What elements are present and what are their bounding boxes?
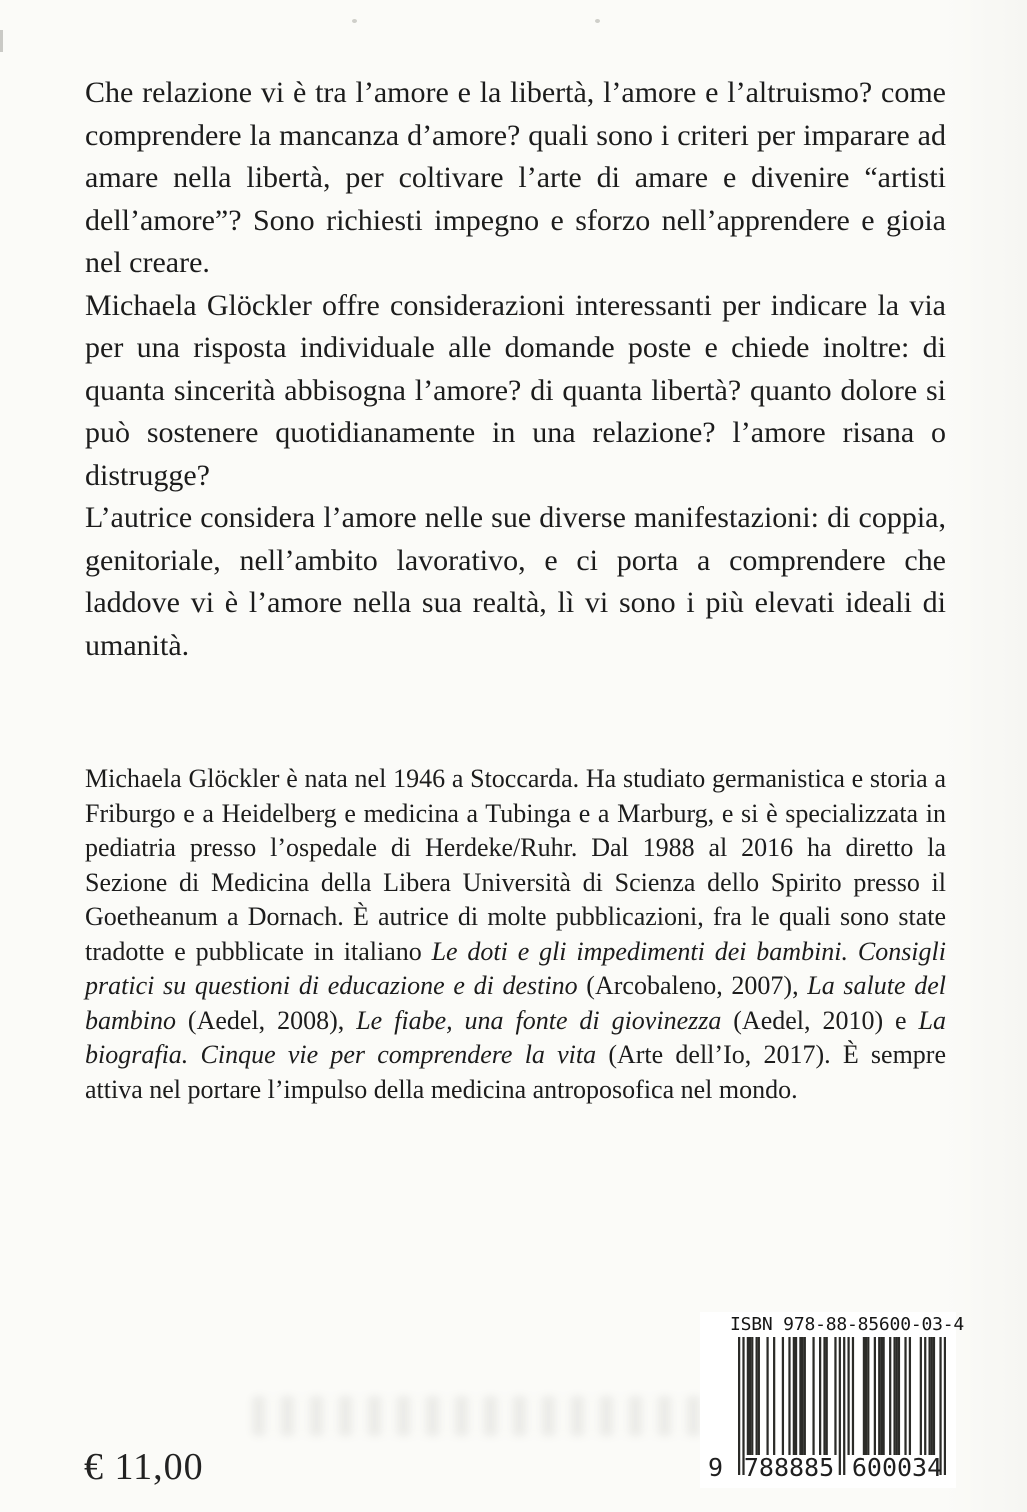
isbn-label: ISBN 978-88-85600-03-4 — [730, 1314, 965, 1335]
barcode-digit-group-right: 600034 — [851, 1453, 943, 1482]
scan-speck-artifact — [595, 19, 600, 23]
price-label: € 11,00 — [84, 1446, 204, 1488]
barcode-digit-first: 9 — [708, 1453, 724, 1482]
scan-speck-artifact — [352, 19, 357, 23]
scan-smudge-artifact — [252, 1396, 757, 1436]
blurb-paragraph-3: L’autrice considera l’amore nelle sue diverse manifestazioni: di coppia, genitoriale, nell’ambito lavorativo, e ci porta a comprendere che laddove vi è l’amore nella sua realtà, lì vi sono i più elevati ideali di umanità. — [85, 501, 946, 662]
blurb-paragraph-1: Che relazione vi è tra l’amore e la libertà, l’amore e l’altruismo? come comprendere la mancanza d’amore? quali sono i criteri per imparare ad amare nella libertà, per coltivare l’arte di amare e divenire “artisti dell’amore”? Sono richiesti impegno e sforzo nell’apprendere e gioia nel creare. — [85, 76, 946, 279]
barcode-digit-group-left: 788885 — [743, 1453, 835, 1482]
barcode-block — [700, 1312, 965, 1488]
barcode-digits — [708, 1453, 950, 1483]
scan-edge-artifact — [0, 30, 3, 52]
blurb-paragraph-2: Michaela Glöckler offre considerazioni interessanti per indicare la via per una risposta individuale alle domande poste e chiede inoltre: di quanta sincerità abbisogna l’amore? di quanta libertà? quanto dolore si può sostenere quotidianamente in una relazione? l’amore risana o distrugge? — [85, 288, 946, 492]
blurb-section — [85, 72, 946, 667]
author-bio: Michaela Glöckler è nata nel 1946 a Stoccarda. Ha studiato germanistica e storia a Friburgo e a Heidelberg e medicina a Tubinga e a Marburg, e si è specializzata in pediatria presso l’ospedale di Herdeke/Ruhr. Dal 1988 al 2016 ha diretto la Sezione di Medicina della Libera Università di Scienza dello Spirito presso il Goetheanum a Dornach. È autrice di molte pubblicazioni, fra le quali sono state tradotte e pubblicate in italiano Le doti e gli impedimenti dei bambini. Consigli pratici su questioni di educazione e di destino (Arcobaleno, 2007), La salute del bambino (Aedel, 2008), Le fiabe, una fonte di giovinezza (Aedel, 2010) e La biografia. Cinque vie per comprendere la vita (Arte dell’Io, 2017). È sempre attiva nel portare l’impulso della medicina antroposofica nel mondo. — [85, 764, 946, 1104]
